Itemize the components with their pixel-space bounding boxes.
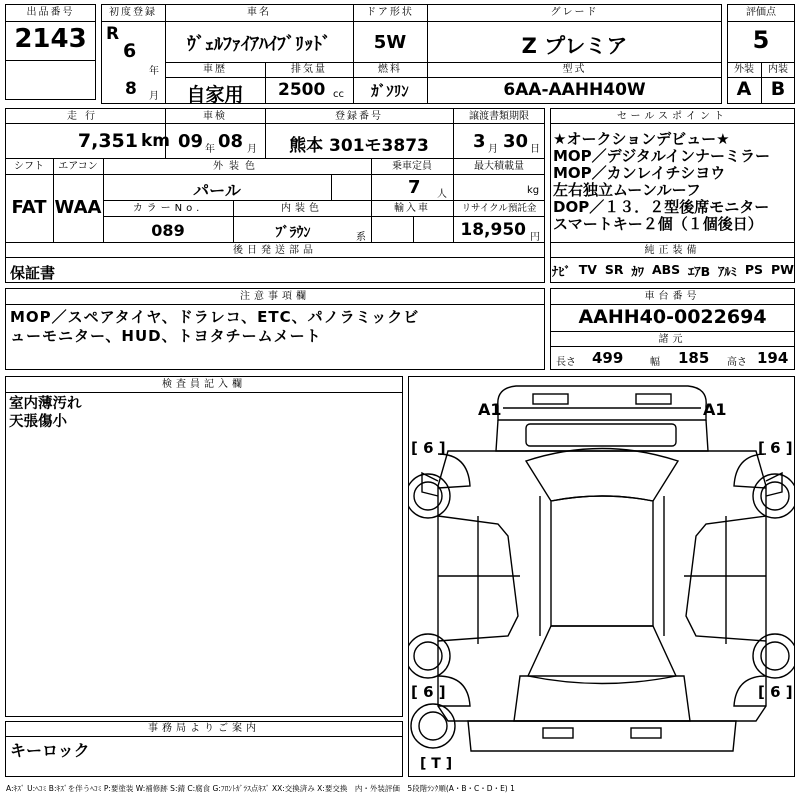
equipment-item: SR xyxy=(604,262,624,277)
equipment-item: PW xyxy=(770,262,794,277)
length-value: 499 xyxy=(592,349,624,367)
shift-label: シフト xyxy=(14,161,44,172)
aircon-value: WAA xyxy=(54,197,102,218)
legend: A:ｷｽﾞ U:ﾍｺﾐ B:ｷｽﾞを伴うﾍｺﾐ P:要塗装 W:補修跡 S:錆 C:腐食 G:ﾌﾛﾝﾄｶﾞﾗｽ点ｷｽﾞ XX:交換済み X:要交換 内・外装評価 5段階ﾗﾝｸ順(A・B・C・D・E) 1 xyxy=(6,784,515,793)
inspector-line: 天張傷小 xyxy=(9,414,67,430)
height-value: 194 xyxy=(757,349,789,367)
mark-a1-left: A1 xyxy=(478,400,502,419)
inspection-month-unit: 月 xyxy=(247,144,257,155)
office-value: キーロック xyxy=(10,741,90,760)
sales-point: MOP／デジタルインナーミラー xyxy=(553,147,771,165)
fuel-label: 燃料 xyxy=(378,64,402,75)
max-load-unit: kg xyxy=(527,185,540,196)
int-color-unit: 系 xyxy=(356,232,366,243)
recycle-value: 18,950 xyxy=(460,220,526,240)
mileage-value: 7,351 xyxy=(77,130,138,152)
tire-fl: [ 6 ] xyxy=(411,439,446,457)
doors-value: 5W xyxy=(373,32,407,53)
sales-points-label: セールスポイント xyxy=(616,111,729,122)
car-body-outline xyxy=(422,386,782,751)
first-reg-era: R xyxy=(106,24,120,44)
sales-point: 左右独立ムーンルーフ xyxy=(553,181,701,199)
aircon-label: エアコン xyxy=(58,161,98,172)
dims-label: 諸元 xyxy=(658,334,687,345)
sales-points-list xyxy=(553,131,793,233)
first-reg-label: 初度登録 xyxy=(109,7,157,18)
equipment-item: ﾅﾋﾞ xyxy=(552,264,571,279)
model-type-label: 型式 xyxy=(562,64,587,75)
score-label: 評価点 xyxy=(746,7,776,18)
tire-rl: [ 6 ] xyxy=(411,683,446,701)
ext-color-label: 外装色 xyxy=(213,161,261,172)
recycle-label: リサイクル預託金 xyxy=(461,203,537,214)
width-value: 185 xyxy=(678,349,710,367)
history-label: 車歴 xyxy=(203,64,227,75)
width-label: 幅 xyxy=(650,357,660,368)
mileage-label: 走行 xyxy=(67,111,103,122)
notes-label: 注意事項欄 xyxy=(240,291,310,302)
doors-label: ドア形状 xyxy=(366,7,414,18)
lot-number: 2143 xyxy=(14,24,87,54)
model-type-value: 6AA-AAHH40W xyxy=(503,80,646,100)
inspector-label: 検査員記入欄 xyxy=(162,379,246,390)
import-label: 輸入車 xyxy=(394,203,430,214)
score-value: 5 xyxy=(752,26,770,54)
inspector-line: 室内薄汚れ xyxy=(9,396,82,412)
tire-fr: [ 6 ] xyxy=(758,439,793,457)
car-diagram xyxy=(408,376,795,777)
transfer-day: 30 xyxy=(503,131,529,152)
first-reg-year: 6 xyxy=(123,40,137,62)
equipment-label: 純正装備 xyxy=(644,245,701,256)
notes-line: ューモニター、HUD、トヨタチームメート xyxy=(10,327,322,345)
equipment-item: ABS xyxy=(651,262,681,277)
inspection-month: 08 xyxy=(218,131,244,152)
color-no-label: カラーNo. xyxy=(132,203,204,214)
displacement-unit: cc xyxy=(333,89,344,100)
int-color-label: 内装色 xyxy=(281,203,323,214)
equipment-item: ｴｱB xyxy=(688,264,711,279)
history-value: 自家用 xyxy=(186,84,244,106)
height-label: 高さ xyxy=(727,357,747,368)
color-no-value: 089 xyxy=(151,221,185,240)
inspection-year-unit: 年 xyxy=(205,144,215,155)
int-score-label: 内装 xyxy=(768,64,788,75)
notes-text xyxy=(10,308,540,346)
fuel-value: ｶﾞｿﾘﾝ xyxy=(371,82,409,100)
notes-line: MOP／スペアタイヤ、ドラレコ、ETC、パノラミックビ xyxy=(10,308,420,326)
transfer-month: 3 xyxy=(473,131,486,152)
inspection-year: 09 xyxy=(178,131,204,152)
later-parts-label: 後日発送部品 xyxy=(233,245,317,256)
lot-label: 出品番号 xyxy=(26,7,75,18)
inspector-notes xyxy=(9,395,82,431)
int-color-value: ﾌﾞﾗｳﾝ xyxy=(275,225,311,241)
ext-color-value: パール xyxy=(193,181,241,200)
first-reg-month-unit: 月 xyxy=(149,91,159,102)
mileage-unit: km xyxy=(141,131,171,151)
equipment-item: PS xyxy=(744,262,763,277)
later-parts-value: 保証書 xyxy=(10,264,56,282)
plate-value: 熊本 301モ3873 xyxy=(289,136,429,156)
capacity-unit: 人 xyxy=(437,189,447,200)
equipment-item: ｶﾜ xyxy=(631,264,644,279)
plate-label: 登録番号 xyxy=(335,111,383,122)
recycle-unit: 円 xyxy=(530,232,540,243)
displacement-label: 排気量 xyxy=(291,64,327,75)
sales-point: DOP／１３．２型後席モニター xyxy=(553,198,770,216)
sales-point: MOP／カンレイチシヨウ xyxy=(553,164,726,182)
chassis-label: 車台番号 xyxy=(644,291,701,302)
mark-a1-right: A1 xyxy=(703,400,727,419)
transfer-day-unit: 日 xyxy=(530,144,540,155)
length-label: 長さ xyxy=(556,357,576,368)
grade-value: Z プレミア xyxy=(521,34,628,58)
capacity-label: 乗車定員 xyxy=(392,161,432,172)
grade-label: グレード xyxy=(550,7,599,18)
shift-value: FAT xyxy=(11,197,47,218)
int-score: B xyxy=(770,78,786,100)
capacity-value: 7 xyxy=(408,177,421,198)
ext-score-label: 外装 xyxy=(734,64,754,75)
equipment-item: TV xyxy=(578,262,597,277)
displacement-value: 2500 xyxy=(278,80,326,100)
trunk-mark: [ T ] xyxy=(420,756,453,772)
first-reg-month: 8 xyxy=(125,79,137,99)
car-name-label: 車名 xyxy=(247,7,271,18)
first-reg-year-unit: 年 xyxy=(149,66,159,77)
sales-point: ★オークションデビュー★ xyxy=(553,130,730,148)
inspection-label: 車検 xyxy=(203,111,227,122)
wheels xyxy=(408,474,795,748)
chassis-number: AAHH40-0022694 xyxy=(578,306,767,328)
sales-point: スマートキー２個（１個後日） xyxy=(553,215,763,233)
equipment-item: ｱﾙﾐ xyxy=(718,264,737,279)
max-load-label: 最大積載量 xyxy=(474,161,524,172)
office-label: 事務局よりご案内 xyxy=(148,723,260,734)
equipment-list xyxy=(552,262,794,280)
transfer-month-unit: 月 xyxy=(488,144,498,155)
car-name: ｳﾞｪﾙﾌｧｲｱﾊｲﾌﾞﾘｯﾄﾞ xyxy=(187,34,331,55)
ext-score: A xyxy=(736,78,752,100)
transfer-label: 譲渡書類期限 xyxy=(469,111,529,122)
tire-rr: [ 6 ] xyxy=(758,683,793,701)
